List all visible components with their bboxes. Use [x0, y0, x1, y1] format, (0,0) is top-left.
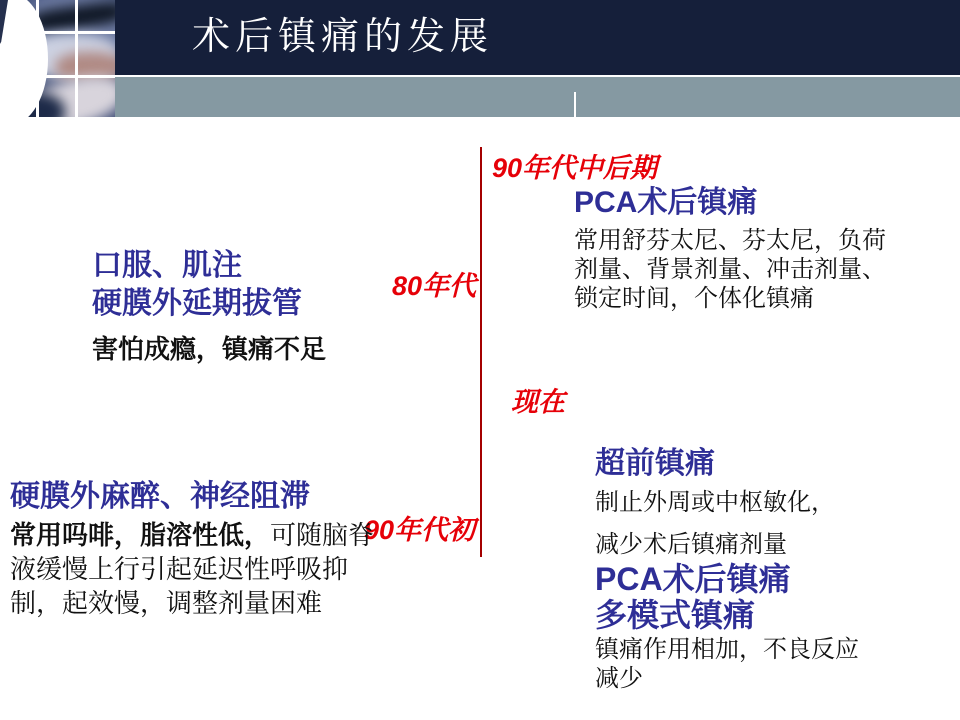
block-now-line1: 制止外周或中枢敏化，: [595, 489, 835, 516]
block-now: [595, 445, 873, 693]
block-80s-oral-im: [92, 247, 326, 366]
block-now-heading-pca: PCA术后镇痛: [595, 561, 791, 597]
block-now-line2: 减少术后镇痛剂量: [595, 531, 787, 558]
era-label-now: 现在: [511, 387, 565, 417]
block-now-note: 镇痛作用相加，不良反应减少: [595, 636, 859, 692]
block-early90s-body-rest: 可随脑脊液缓慢上行引起延迟性呼吸抑制，起效慢，调整剂量困难: [10, 520, 375, 618]
era-label-early-90s: 90年代初: [364, 515, 476, 545]
block-now-heading-preemptive: 超前镇痛: [595, 447, 715, 480]
block-now-heading-multimodal: 多模式镇痛: [595, 597, 756, 633]
block-80s-heading-line2: 硬膜外延期拔管: [92, 287, 302, 320]
era-label-90s-mid-late: 90年代中后期: [492, 153, 658, 183]
era-label-80s: 80年代: [392, 271, 477, 301]
subband-divider-tick: [574, 92, 576, 117]
page-title: 术后镇痛的发展: [192, 16, 494, 58]
block-90smid-pca: [574, 184, 886, 313]
surgeon-photo: [0, 0, 115, 117]
block-early90s-body-bold: 常用吗啡，脂溶性低，: [10, 520, 271, 550]
header-subband: [0, 77, 960, 117]
block-90smid-heading: PCA术后镇痛: [574, 186, 758, 219]
block-80s-heading-line1: 口服、肌注: [92, 249, 242, 282]
block-early90s-heading: 硬膜外麻醉、神经阻滞: [10, 480, 310, 513]
photo-grid-line: [75, 0, 78, 117]
block-90smid-body: 常用舒芬太尼、芬太尼，负荷剂量、背景剂量、冲击剂量、锁定时间，个体化镇痛: [574, 227, 886, 312]
block-early90s-body: [10, 518, 378, 620]
block-80s-note: 害怕成瘾，镇痛不足: [92, 334, 327, 364]
block-early90s-epidural: [10, 478, 378, 620]
timeline-vertical-line: [480, 147, 482, 557]
